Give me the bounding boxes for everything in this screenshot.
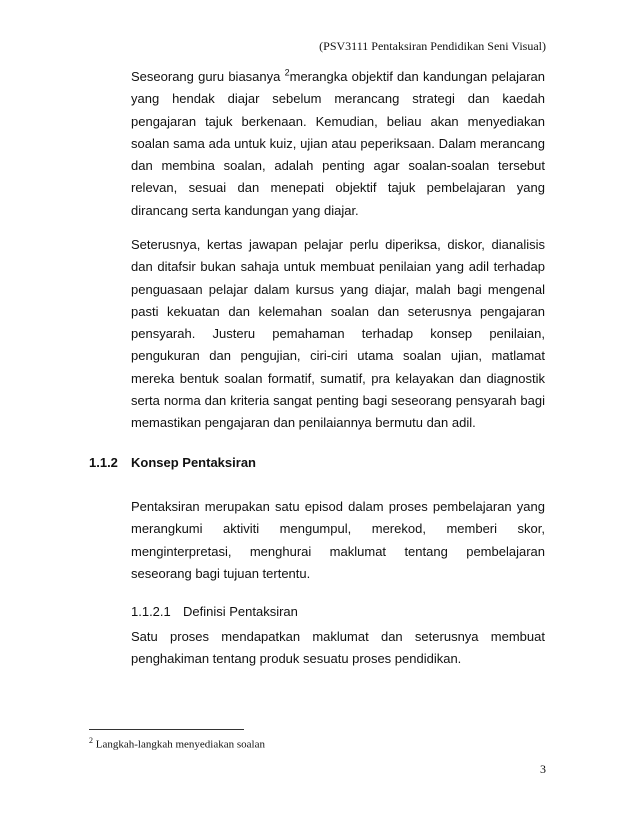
paragraph-3 [131,496,545,585]
running-header: (PSV3111 Pentaksiran Pendidikan Seni Visual) [319,39,546,53]
paragraph-2 [131,234,545,435]
paragraph-2-text: Seterusnya, kertas jawapan pelajar perlu diperiksa, diskor, dianalisis dan ditafsir bukan sahaja untuk membuat penilaian yang adil terhadap penguasaan pelajar dalam kursus yang diajar, malah bagi mengenal pasti kekuatan dan kelemahan soalan dan seterusnya pengajaran pensyarah. Justeru pemahaman terhadap konsep penilaian, pengukuran dan pengujian, ciri-ciri utama soalan ujian, matlamat mereka bentuk soalan formatif, sumatif, pra kelayakan dan diagnostik serta norma dan kriteria sangat penting bagi seseorang pensyarah bagi memastikan pengajaran dan penilaiannya bermutu dan adil. [131,237,545,431]
footnote-text: Langkah-langkah menyediakan soalan [95,738,265,751]
section-number: 1.1.2 [89,455,118,470]
footnote-mark: 2 [89,736,93,745]
footnote-reference: 2 [284,67,290,78]
subsection-number: 1.1.2.1 [131,604,171,619]
paragraph-1 [131,66,545,222]
paragraph-1-text-start: Seseorang guru biasanya [131,69,285,84]
paragraph-3-text: Pentaksiran merupakan satu episod dalam proses pembelajaran yang merangkumi aktiviti mengumpul, merekod, memberi skor, menginterpretasi, menghurai maklumat tentang pembelajaran seseorang bagi tujuan tertentu. [131,499,545,581]
section-heading [89,455,256,470]
subsection-heading [131,604,298,619]
footnote [89,736,265,751]
paragraph-4-text: Satu proses mendapatkan maklumat dan seterusnya membuat penghakiman tentang produk sesuatu proses pendidikan. [131,629,545,667]
paragraph-1-text-rest: merangka objektif dan kandungan pelajaran yang hendak diajar sebelum merancang strategi dan kaedah pengajaran tajuk berkenaan. Kemudian, beliau akan menyediakan soalan sama ada untuk kuiz, ujian atau peperiksaan. Dalam merancang dan membina soalan, adalah penting agar soalan-soalan tersebut relevan, sesuai dan menepati objektif tajuk pembelajaran yang dirancang serta kandungan yang diajar. [131,69,545,218]
footnote-divider [89,729,244,730]
page-number: 3 [540,762,546,776]
subsection-title: Definisi Pentaksiran [183,604,298,619]
paragraph-4 [131,626,545,671]
section-title: Konsep Pentaksiran [131,455,256,470]
